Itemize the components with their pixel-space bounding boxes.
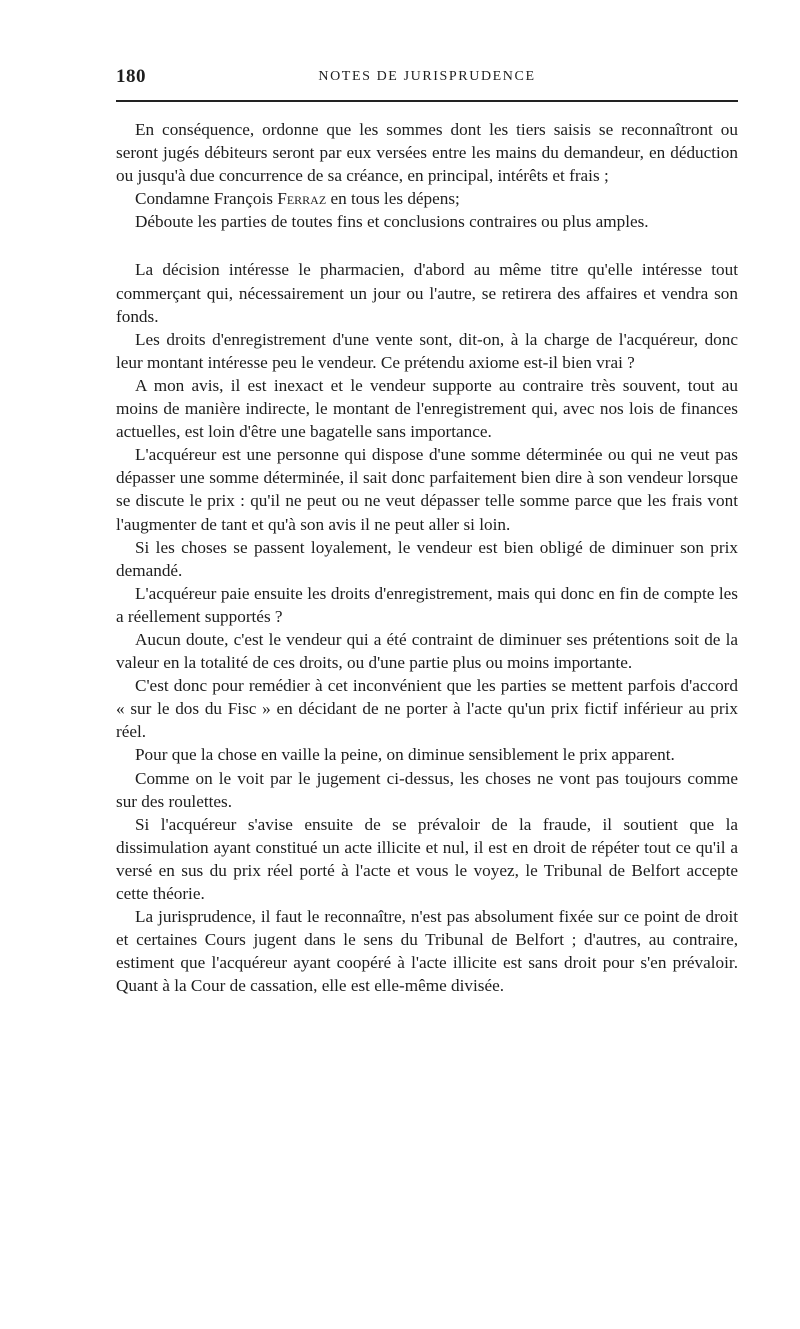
judgment-text: en tous les dépens; — [326, 189, 460, 209]
commentary-paragraph: Pour que la chose en vaille la peine, on diminue sensiblement le prix apparent. — [135, 745, 675, 765]
header-rule — [116, 100, 738, 102]
judgment-paragraph: Déboute les parties de toutes fins et conclusions contraires ou plus amples. — [135, 212, 649, 232]
judgment-text: Condamne François — [135, 189, 278, 209]
commentary-paragraph: Comme on le voit par le jugement ci-dessus, les choses ne vont pas toujours comme sur des roulettes. — [116, 768, 738, 811]
party-name: Ferraz — [277, 189, 327, 209]
commentary-paragraph: La décision intéresse le pharmacien, d'abord au même titre qu'elle intéresse tout commerçant qui, nécessairement un jour ou l'autre, se retirera des affaires et vendra son fonds. — [116, 260, 738, 326]
commentary-paragraph: Si l'acquéreur s'avise ensuite de se prévaloir de la fraude, il soutient que la dissimulation ayant constitué un acte illicite et nul, il est en droit de répéter tout ce qu'il a versé en sus du prix réel porté à l'acte et vous le voyez, le Tribunal de Belfort accepte cette théorie. — [116, 814, 738, 903]
commentary-paragraph: La jurisprudence, il faut le reconnaître, n'est pas absolument fixée sur ce point de droit et certaines Cours jugent dans le sens du Tribunal de Belfort ; d'autres, au contraire, estiment que l'acquéreur ayant coopéré à l'acte illicite est sans droit pour s'en prévaloir. Quant à la Cour de cassation, elle est elle-même divisée. — [116, 907, 738, 996]
judgment-paragraph: En conséquence, ordonne que les sommes dont les tiers saisis se reconnaîtront ou seront jugés débiteurs seront par eux versées entre les mains du demandeur, en déduction ou jusqu'à due concurrence de sa créance, en principal, intérêts et frais ; — [116, 120, 738, 186]
commentary-paragraph: A mon avis, il est inexact et le vendeur supporte au contraire très souvent, tout au moins de manière indirecte, le montant de l'enregistrement qui, avec nos lois de finances actuelles, est loin d'être une bagatelle sans importance. — [116, 375, 738, 442]
section-gap — [116, 233, 738, 258]
body-text — [116, 118, 738, 997]
commentary-paragraph: L'acquéreur paie ensuite les droits d'enregistrement, mais qui donc en fin de compte les a réellement supportés ? — [116, 583, 738, 626]
commentary-paragraph: C'est donc pour remédier à cet inconvénient que les parties se mettent parfois d'accord « sur le dos du Fisc » en décidant de ne porter à l'acte qu'un prix fictif inférieur au prix réel. — [116, 676, 738, 742]
commentary-paragraph: L'acquéreur est une personne qui dispose d'une somme déterminée ou qui ne veut pas dépasser une somme déterminée, il sait donc parfaitement bien dire à son vendeur lorsque se discute le prix : qu'il ne peut ou ne veut dépasser telle somme parce que les frais vont l'augmenter de tant et qu'à son avis il ne peut aller si loin. — [116, 445, 738, 534]
commentary-paragraph: Si les choses se passent loyalement, le vendeur est bien obligé de diminuer son prix demandé. — [116, 537, 738, 580]
running-title: NOTES DE JURISPRUDENCE — [318, 69, 536, 84]
page-number: 180 — [116, 66, 146, 87]
commentary-paragraph: Les droits d'enregistrement d'une vente sont, dit-on, à la charge de l'acquéreur, donc leur montant intéresse peu le vendeur. Ce prétendu axiome est-il bien vrai ? — [116, 329, 738, 372]
page-header — [116, 64, 738, 94]
commentary-paragraph: Aucun doute, c'est le vendeur qui a été contraint de diminuer ses prétentions soit de la valeur en la totalité de ces droits, ou d'une partie plus ou moins importante. — [116, 629, 738, 673]
judgment-paragraph — [116, 187, 738, 210]
